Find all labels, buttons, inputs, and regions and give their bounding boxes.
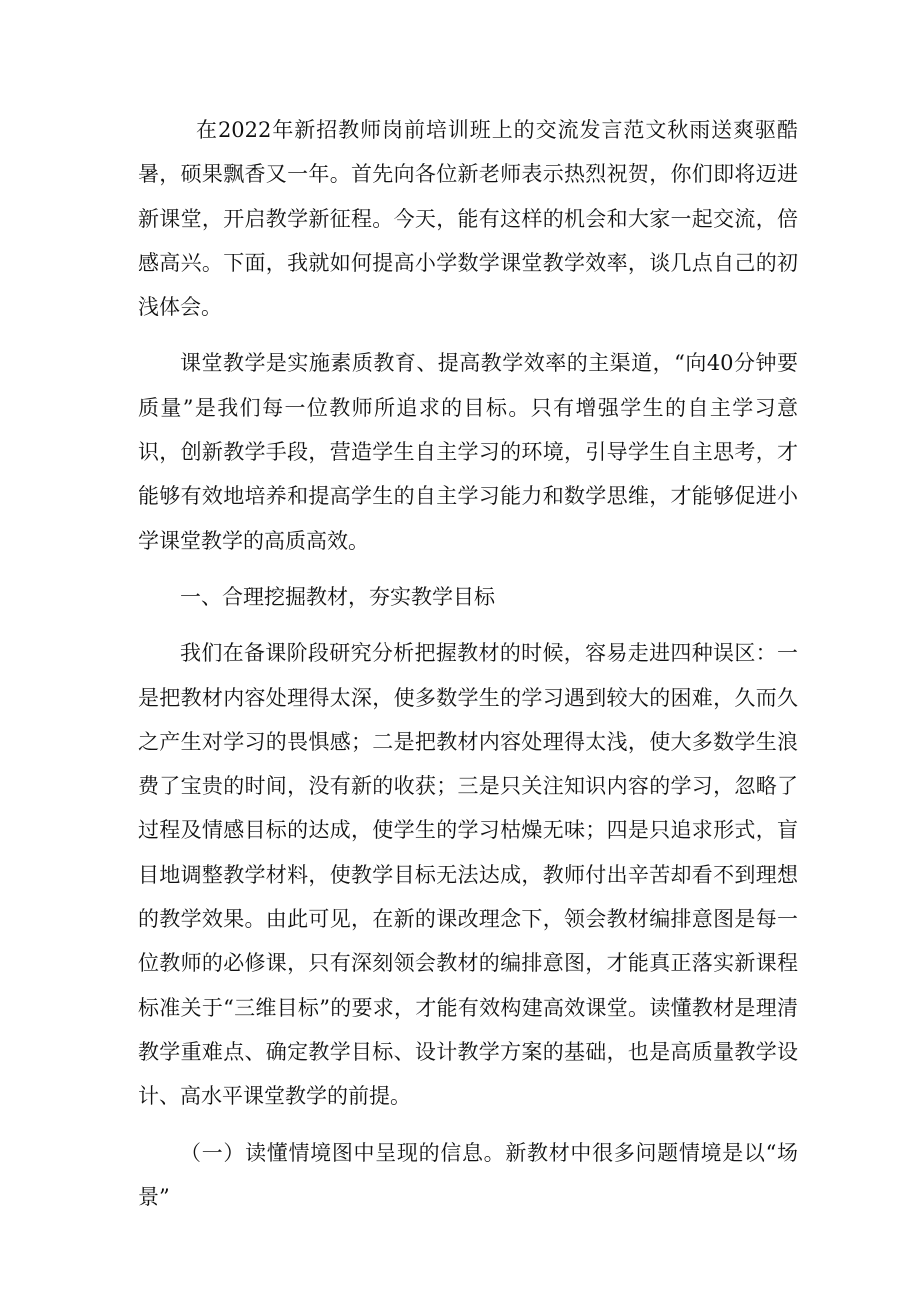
paragraph-gap — [138, 329, 798, 341]
subsection-paragraph: （一）读懂情境图中呈现的信息。新教材中很多问题情境是以“场景” — [138, 1140, 798, 1209]
paragraph-misconceptions: 我们在备课阶段研究分析把握教材的时候，容易走进四种误区：一是把教材内容处理得太深，使多数学生的学习遇到较大的困难，久而久之产生对学习的畏惧感；二是把教材内容处理得太浅，使大多数学生浪费了宝贵的时间，没有新的收获；三是只关注知识内容的学习，忽略了过程及情感目标的达成，使学生的学习枯燥无味；四是只追求形式，盲目地调整教学材料，使教学目标无法达成，教师付出辛苦却看不到理想的教学效果。由此可见，在新的课改理念下，领会教材编排意图是每一位教师的必修课，只有深刻领会教材的编排意图，才能真正落实新课程标准关于“三维目标”的要求，才能有效构建高效课堂。读懂教材是理清教学重难点、确定教学目标、设计教学方案的基础，也是高质量教学设计、高水平课堂教学的前提。 — [138, 641, 798, 1109]
section-heading: 一、合理挖掘教材，夯实教学目标 — [180, 584, 495, 609]
paragraph-gap — [138, 619, 798, 631]
paragraph-intro: 在2022年新招教师岗前培训班上的交流发言范文秋雨送爽驱酷暑，硕果飘香又一年。首先向各位新老师表示热烈祝贺，你们即将迈进新课堂，开启教学新征程。今天，能有这样的机会和大家一起交流，倍感高兴。下面，我就如何提高小学数学课堂教学效率，谈几点自己的初浅体会。 — [138, 118, 798, 320]
document-page — [138, 108, 798, 1219]
paragraph-main-channel: 课堂教学是实施素质教育、提高教学效率的主渠道，“向40分钟要质量”是我们每一位教师所追求的目标。只有增强学生的自主学习意识，创新教学手段，营造学生自主学习的环境，引导学生自主思考，才能够有效地培养和提高学生的自主学习能力和数学思维，才能够促进小学课堂教学的高质高效。 — [138, 351, 798, 553]
paragraph-gap — [138, 563, 798, 575]
paragraph-gap — [138, 1119, 798, 1131]
